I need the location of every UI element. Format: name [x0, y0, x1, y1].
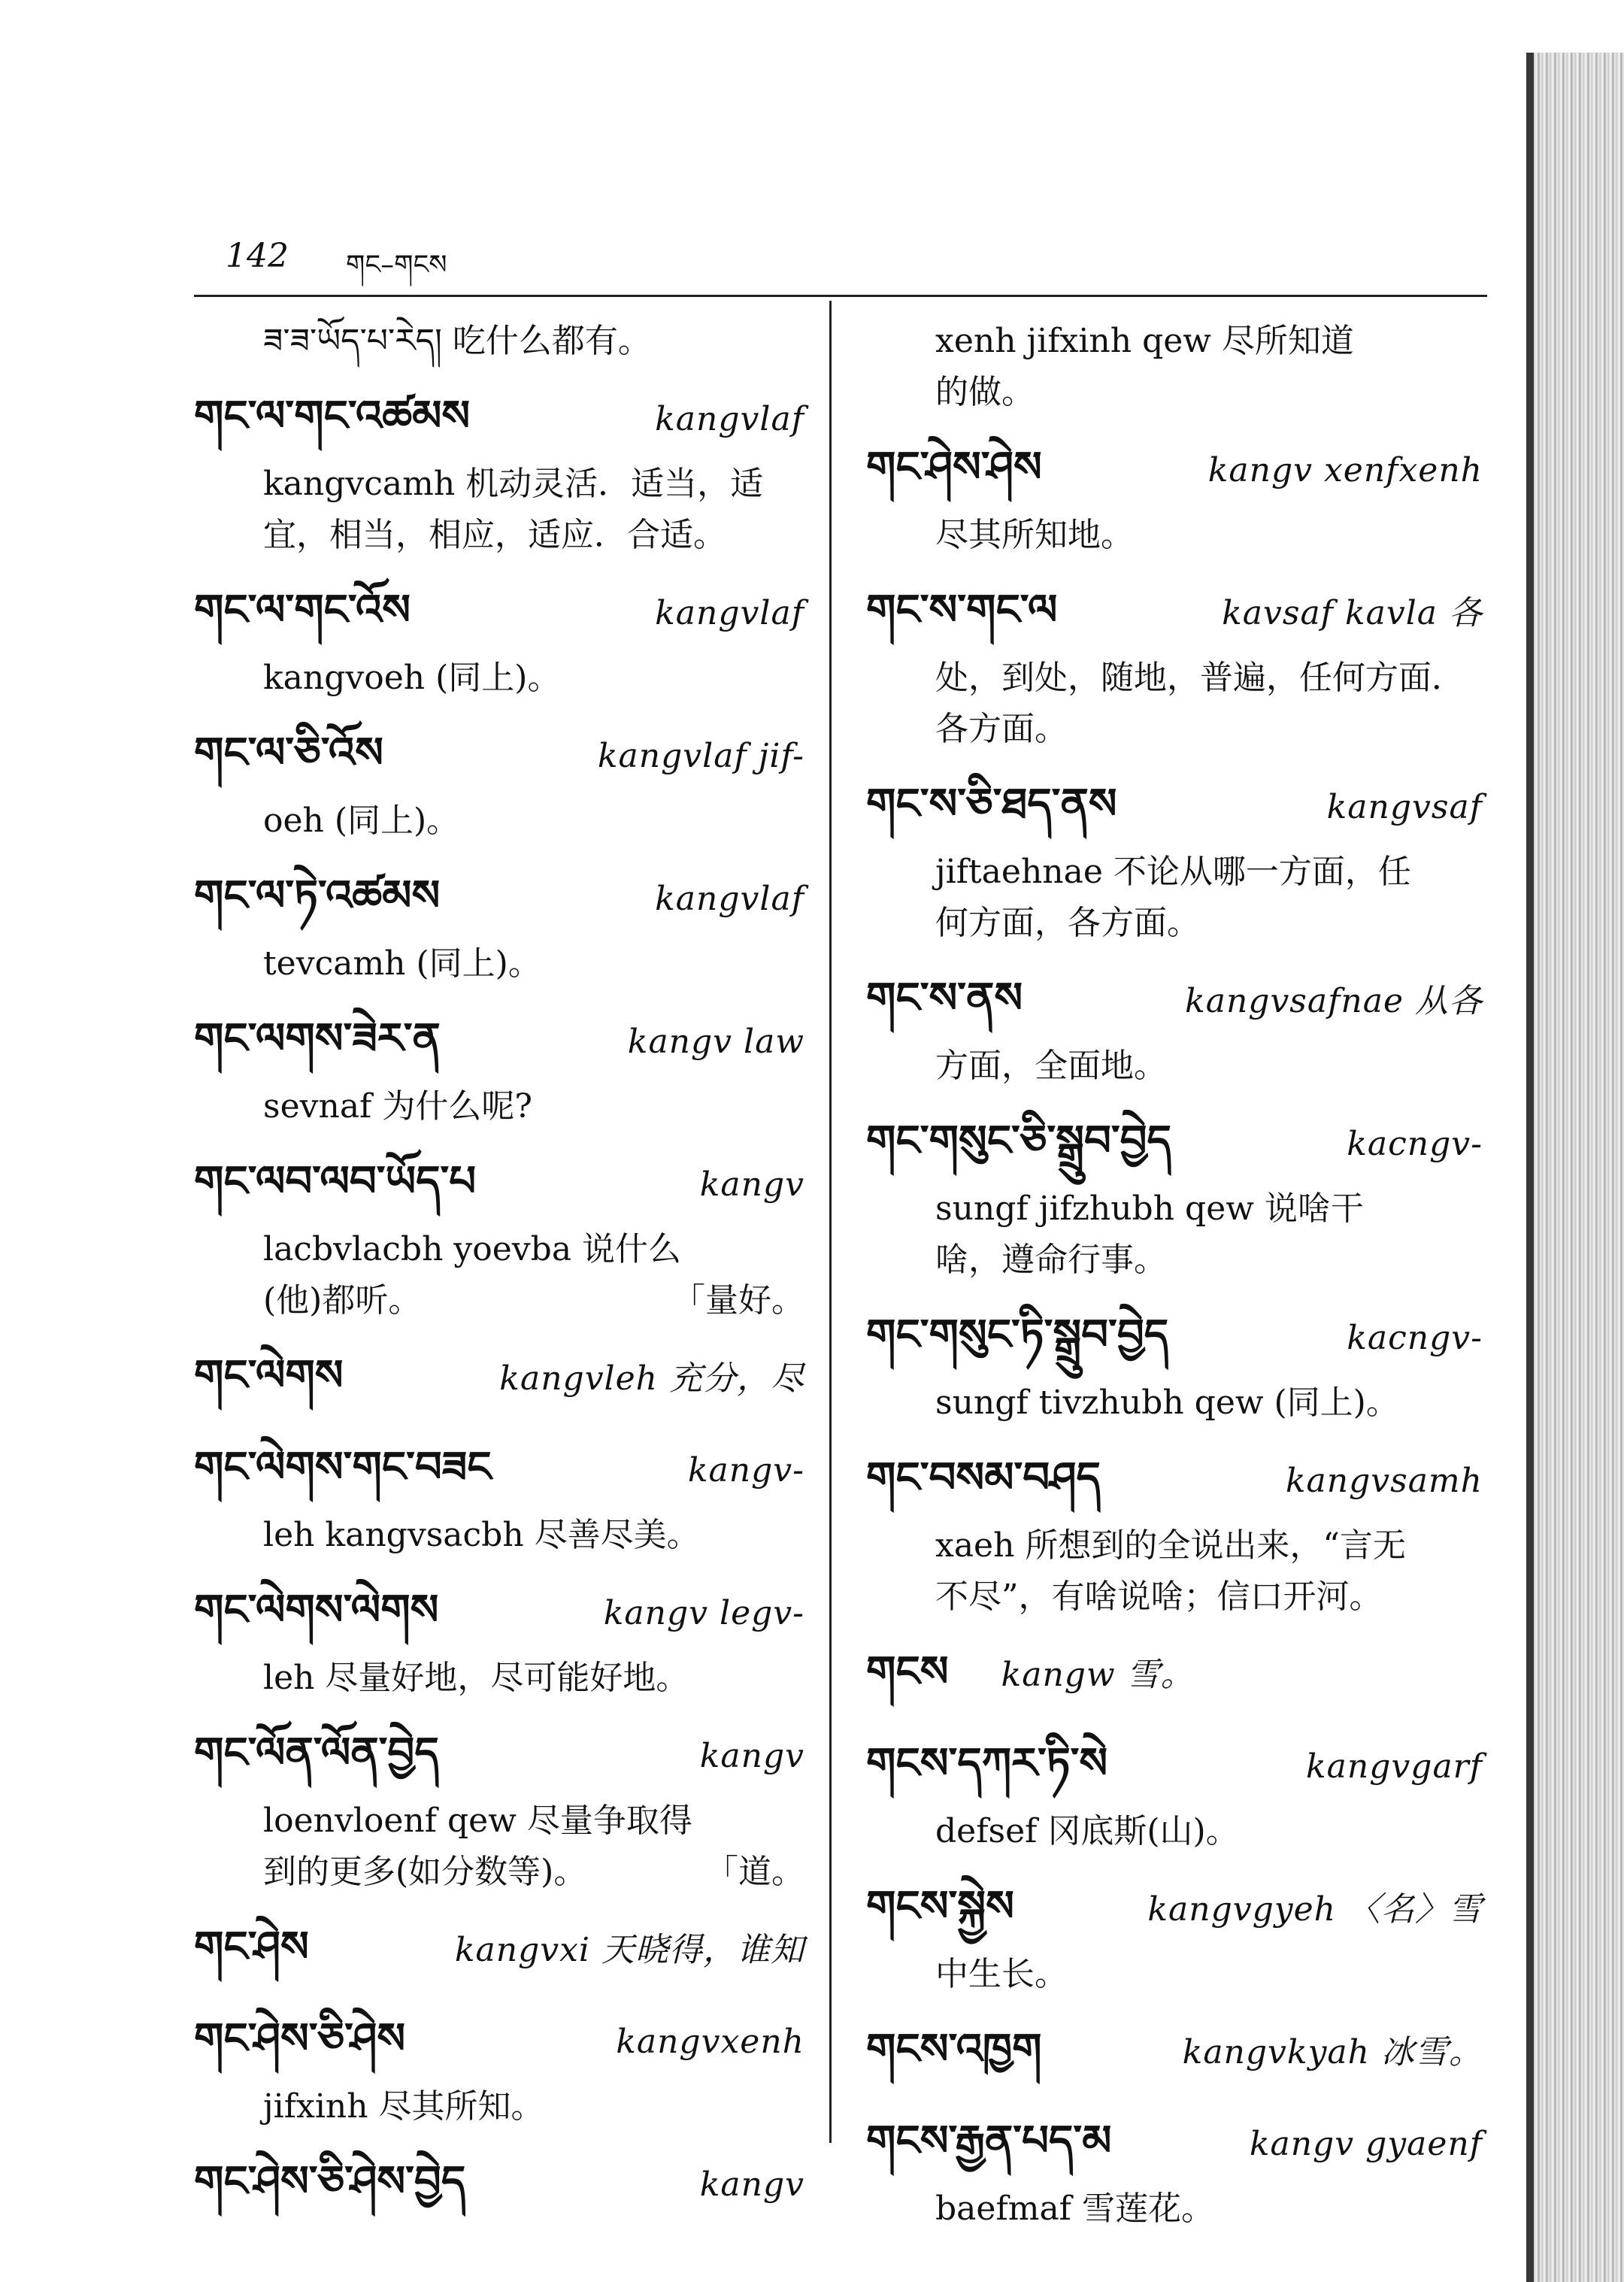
tibetan-headword: གང་ཤེས [194, 1923, 309, 1971]
book-page-edge [1526, 53, 1624, 2282]
dictionary-entry [194, 1429, 804, 1561]
transliteration: kangvxenh [616, 2023, 804, 2061]
dictionary-entry [194, 1571, 804, 1704]
transliteration: kangvsaf [1326, 788, 1483, 826]
dictionary-entry [194, 1143, 804, 1326]
dictionary-entry [866, 316, 1483, 418]
dictionary-entry [194, 857, 804, 989]
dictionary-entry [194, 316, 804, 367]
definition-line: kangvcamh 机动灵活．适当，适 [263, 465, 764, 503]
transliteration: kangvsafnae 从各 [1185, 982, 1483, 1020]
dictionary-entry [194, 2143, 804, 2224]
transliteration: kangvgyeh 〈名〉雪 [1147, 1890, 1483, 1929]
definition-line: leh 尽量好地，尽可能好地。 [263, 1659, 689, 1697]
tibetan-headword: གང་ཤེས་ཤེས [866, 443, 1042, 492]
transliteration: kangvlaf [655, 400, 804, 438]
tibetan-headword: གང་ལེགས [194, 1351, 344, 1400]
definition-line: sungf tivzhubh qew (同上)。 [935, 1383, 1399, 1422]
dictionary-entry [194, 714, 804, 847]
definition-line: 方面，全面地。 [935, 1047, 1167, 1085]
definition-line: jifxinh 尽其所知。 [263, 2087, 544, 2126]
definition-line [194, 1275, 804, 1326]
dictionary-entry [866, 2011, 1483, 2092]
definition-line: jiftaehnae 不论从哪一方面，任 [935, 853, 1411, 891]
tibetan-headword: གང་ལེགས་གང་བཟང [194, 1443, 492, 1492]
definition-line: leh kangvsacbh 尽善尽美。 [263, 1516, 700, 1554]
definition-line: lacbvlacbh yoevba 说什么 [263, 1230, 682, 1268]
tibetan-headword: གང་ལ་གང་འཚམས [194, 392, 471, 441]
dictionary-entry [866, 1102, 1483, 1286]
definition-line: baefmaf 雪莲花。 [935, 2190, 1214, 2228]
tibetan-headword: གངས་འཁྱག [866, 2025, 1042, 2074]
wrapped-fragment: 「道。 [705, 1853, 804, 1891]
dictionary-entry [866, 2102, 1483, 2235]
transliteration: kangvlaf [655, 594, 804, 632]
dictionary-entry [194, 1337, 804, 1418]
tibetan-headword: གང་གསུང་ཅི་སྒྲུབ་བྱེད [866, 1117, 1171, 1165]
dictionary-entry [866, 571, 1483, 755]
dictionary-entry [194, 2000, 804, 2132]
header-rule [194, 295, 1487, 297]
transliteration: kangvgarf [1306, 1747, 1483, 1786]
page-header [226, 237, 1474, 282]
running-head: གང–གངས [346, 250, 447, 280]
dictionary-entry [866, 1868, 1483, 2000]
dictionary-entry [866, 1296, 1483, 1429]
dictionary-entry [866, 1439, 1483, 1623]
transliteration: kangv legv- [603, 1594, 804, 1632]
entry-continuation: ཟ་ཟ་ཡོད་པ་རེད། 吃什么都有。 [263, 322, 651, 360]
definition-line: 宜，相当，相应，适应．合适。 [263, 516, 726, 554]
definition-line: oeh (同上)。 [263, 802, 460, 840]
definition-line: sungf jifzhubh qew 说啥干 [935, 1189, 1364, 1228]
left-column [194, 316, 804, 2235]
dictionary-entry [866, 1633, 1483, 1714]
tibetan-headword: གངས [866, 1647, 949, 1696]
tibetan-headword: གང་ལ་ཅི་འོས [194, 729, 383, 777]
transliteration: kangv [699, 2165, 804, 2204]
transliteration: kangvleh 充分，尽 [499, 1359, 804, 1398]
definition-line: kangvoeh (同上)。 [263, 659, 561, 697]
definition-line: xaeh 所想到的全说出来，“言无 [935, 1526, 1406, 1565]
wrapped-fragment: 「量好。 [672, 1281, 804, 1320]
entry-continuation: xenh jifxinh qew 尽所知道 [935, 322, 1354, 360]
dictionary-entry [194, 1000, 804, 1132]
dictionary-entry [194, 1714, 804, 1898]
definition-line: defsef 冈底斯(山)。 [935, 1812, 1239, 1850]
column-divider [829, 301, 832, 2143]
definition-line: 不尽”，有啥说啥；信口开河。 [935, 1577, 1383, 1616]
definition-line: 中生长。 [935, 1955, 1068, 1993]
transliteration: kangvxi 天晓得，谁知 [454, 1931, 804, 1969]
dictionary-entry [866, 959, 1483, 1092]
transliteration: kavsaf kavla 各 [1222, 594, 1483, 632]
definition-line: 各方面。 [935, 710, 1068, 748]
definition-text: (他)都听。 [263, 1281, 422, 1320]
tibetan-headword: གང་ལགས་ཟེར་ན [194, 1014, 441, 1063]
tibetan-headword: གངས་དཀར་ཏི་སེ [866, 1739, 1108, 1788]
transliteration: kacngv- [1347, 1319, 1483, 1357]
entry-continuation: 的做。 [935, 373, 1035, 411]
definition-line: 处，到处，随地，普遍，任何方面． [935, 659, 1465, 697]
transliteration: kangv [699, 1737, 804, 1775]
tibetan-headword: གངས་རྒྱན་པད་མ [866, 2117, 1112, 2165]
definition-text: 到的更多(如分数等)。 [263, 1853, 587, 1891]
dictionary-entry [866, 1725, 1483, 1857]
tibetan-headword: གང་ས་གང་ལ [866, 586, 1058, 635]
transliteration: kangvlaf jif- [597, 737, 804, 775]
dictionary-entry [866, 765, 1483, 949]
transliteration: kangvlaf [655, 880, 804, 918]
definition-line: 何方面，各方面。 [935, 904, 1200, 942]
transliteration: kangv law [627, 1023, 804, 1061]
transliteration: kangv [699, 1165, 804, 1204]
tibetan-headword: གང་ས་ནས [866, 974, 1023, 1023]
tibetan-headword: གང་ལ་གང་འོས [194, 586, 411, 635]
tibetan-headword: གང་གསུང་ཏི་སྒྲུབ་བྱེད [866, 1311, 1169, 1359]
definition-line: loenvloenf qew 尽量争取得 [263, 1802, 692, 1840]
definition-line: 啥，遵命行事。 [935, 1241, 1167, 1279]
tibetan-headword: གང་ལོན་ལོན་བྱེད [194, 1729, 439, 1777]
definition-line [194, 1847, 804, 1898]
tibetan-headword: གང་ཤེས་ཅི་ཤེས [194, 2014, 406, 2063]
transliteration: kangv gyaenf [1249, 2125, 1483, 2163]
dictionary-entry [194, 1908, 804, 1990]
transliteration: kangv- [687, 1451, 804, 1490]
transliteration: kacngv- [1347, 1125, 1483, 1163]
tibetan-headword: གང་ལ་ཏེ་འཚམས [194, 871, 441, 920]
transliteration: kangvsamh [1285, 1462, 1483, 1500]
tibetan-headword: གང་ལབ་ལབ་ཡོད་པ [194, 1157, 477, 1206]
page-number: 142 [226, 237, 289, 275]
transliteration: kangvkyah 冰雪。 [1182, 2033, 1483, 2071]
tibetan-headword: གང་ཤེས་ཅི་ཤེས་བྱེད [194, 2157, 466, 2206]
definition-line: sevnaf 为什么呢? [263, 1087, 532, 1126]
dictionary-entry [866, 429, 1483, 561]
definition-line: tevcamh (同上)。 [263, 944, 541, 983]
transliteration: kangw 雪。 [1001, 1656, 1195, 1694]
definition-line: 尽其所知地。 [935, 516, 1134, 554]
tibetan-headword: གང་ལེགས་ལེགས [194, 1586, 439, 1635]
tibetan-headword: གངས་སྐྱེས [866, 1882, 1014, 1931]
transliteration: kangv xenfxenh [1207, 451, 1483, 489]
dictionary-entry [194, 377, 804, 561]
tibetan-headword: གང་ས་ཅི་ཐད་ནས [866, 780, 1117, 829]
right-column [866, 316, 1483, 2245]
dictionary-entry [194, 571, 804, 704]
tibetan-headword: གང་བསམ་བཤད [866, 1453, 1101, 1502]
